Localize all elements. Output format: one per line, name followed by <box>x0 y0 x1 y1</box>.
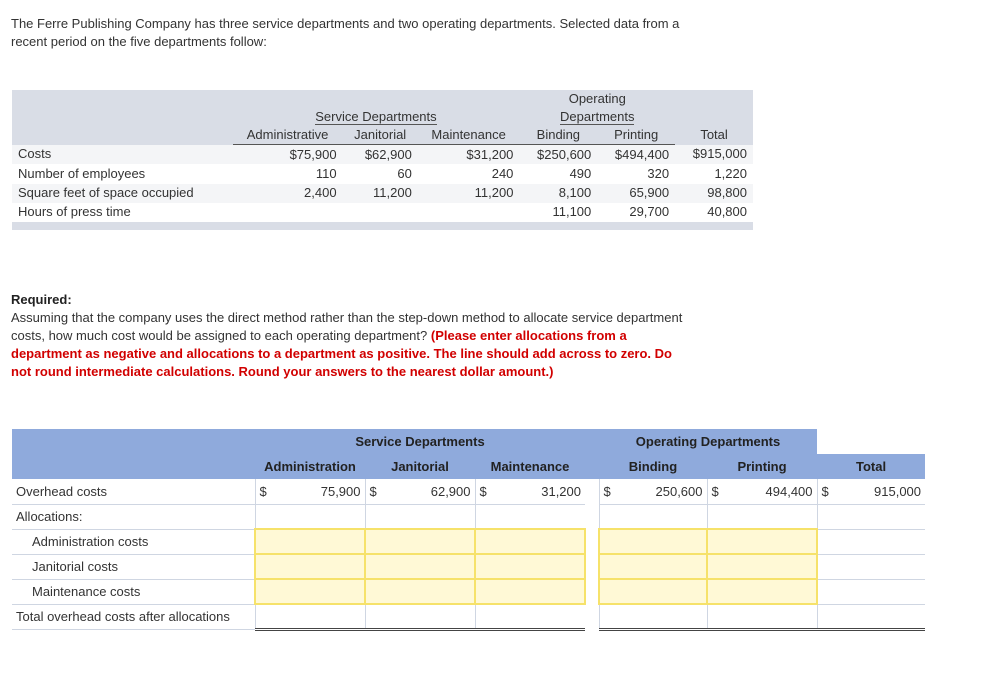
overhead-total: 915,000 <box>874 483 922 499</box>
admin-alloc-janitorial-input[interactable] <box>365 529 475 554</box>
overhead-costs-label: Overhead costs <box>12 479 255 504</box>
service-group-header: Service Departments <box>233 108 520 126</box>
maintenance-alloc-binding-input[interactable] <box>599 579 707 604</box>
overhead-binding: 250,600 <box>655 483 703 499</box>
required-question <box>11 309 691 381</box>
overhead-administration: 75,900 <box>320 483 361 499</box>
allocation-row-maintenance <box>12 579 925 604</box>
total-administration <box>255 604 365 629</box>
operating-group-header-line2: Departments <box>519 108 675 126</box>
col-header-binding: Binding <box>519 126 597 145</box>
admin-alloc-printing-input[interactable] <box>707 529 817 554</box>
maintenance-alloc-printing-input[interactable] <box>707 579 817 604</box>
answer-operating-group-header: Operating Departments <box>599 429 817 454</box>
required-text: Assuming that the company uses the direct method rather than the step-down method to allocate service department costs, how much cost would be assigned to each operating department? <box>11 310 683 343</box>
allocation-label-administration: Administration costs <box>12 529 255 554</box>
janitorial-alloc-printing-input[interactable] <box>707 554 817 579</box>
allocations-label-row <box>12 504 925 529</box>
allocation-label-janitorial: Janitorial costs <box>12 554 255 579</box>
total-after-allocations-row <box>12 604 925 629</box>
allocations-label: Allocations: <box>12 504 255 529</box>
operating-group-header-line1: Operating <box>519 90 675 108</box>
overhead-janitorial: 62,900 <box>430 483 471 499</box>
data-row-costs: Costs $75,900 $62,900 $31,200 $250,600 $494,400 $915,000 <box>12 145 753 165</box>
total-printing <box>707 604 817 629</box>
maintenance-alloc-administration-input[interactable] <box>255 579 365 604</box>
required-section <box>11 291 691 381</box>
allocation-answer-table <box>12 429 925 631</box>
maintenance-alloc-janitorial-input[interactable] <box>365 579 475 604</box>
data-row-square-feet: Square feet of space occupied 2,400 11,200 11,200 8,100 65,900 98,800 <box>12 184 753 203</box>
overhead-costs-row: Overhead costs $ 75,900 $ 62,900 $ 31,200 $ 250,600 $ 494,400 $ 915,000 <box>12 479 925 504</box>
required-instruction: (Please enter allocations from a department as negative and allocations to a department as positive. The line should add across to zero. Do not round intermediate calculations. Round your answers to the nearest dollar amount.) <box>11 328 672 379</box>
total-total <box>817 604 925 629</box>
total-after-allocations-label: Total overhead costs after allocations <box>12 604 255 629</box>
total-maintenance <box>475 604 585 629</box>
janitorial-alloc-total <box>817 554 925 579</box>
overhead-printing: 494,400 <box>765 483 813 499</box>
allocation-row-janitorial <box>12 554 925 579</box>
admin-alloc-maintenance-input[interactable] <box>475 529 585 554</box>
col-header-janitorial: Janitorial <box>343 126 418 145</box>
col-header-maintenance: Maintenance <box>418 126 520 145</box>
data-row-employees: Number of employees 110 60 240 490 320 1,220 <box>12 164 753 183</box>
admin-alloc-total <box>817 529 925 554</box>
problem-intro: The Ferre Publishing Company has three service departments and two operating departments. Selected data from a recent period on the five departments follow: <box>11 16 680 49</box>
col-header-administrative: Administrative <box>233 126 343 145</box>
answer-service-group-header: Service Departments <box>255 429 585 454</box>
janitorial-alloc-janitorial-input[interactable] <box>365 554 475 579</box>
total-janitorial <box>365 604 475 629</box>
col-header-total: Total <box>675 126 753 145</box>
answer-col-total: Total <box>817 454 925 479</box>
janitorial-alloc-maintenance-input[interactable] <box>475 554 585 579</box>
admin-alloc-binding-input[interactable] <box>599 529 707 554</box>
maintenance-alloc-maintenance-input[interactable] <box>475 579 585 604</box>
janitorial-alloc-binding-input[interactable] <box>599 554 707 579</box>
department-data-table <box>12 90 753 230</box>
allocation-row-administration <box>12 529 925 554</box>
answer-col-janitorial: Janitorial <box>365 454 475 479</box>
data-row-press-time: Hours of press time 11,100 29,700 40,800 <box>12 203 753 222</box>
admin-alloc-administration-input[interactable] <box>255 529 365 554</box>
allocation-label-maintenance: Maintenance costs <box>12 579 255 604</box>
answer-col-binding: Binding <box>599 454 707 479</box>
total-binding <box>599 604 707 629</box>
janitorial-alloc-administration-input[interactable] <box>255 554 365 579</box>
answer-col-maintenance: Maintenance <box>475 454 585 479</box>
answer-col-administration: Administration <box>255 454 365 479</box>
answer-col-printing: Printing <box>707 454 817 479</box>
overhead-maintenance: 31,200 <box>541 483 581 499</box>
col-header-printing: Printing <box>597 126 675 145</box>
required-heading: Required: <box>11 292 72 307</box>
maintenance-alloc-total <box>817 579 925 604</box>
